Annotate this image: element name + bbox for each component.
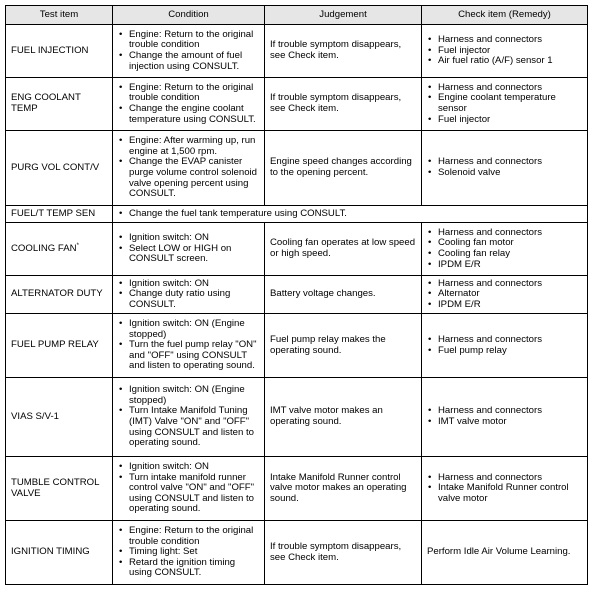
condition-item: • Ignition switch: ON (Engine stopped) xyxy=(118,319,259,340)
table-row xyxy=(6,378,588,457)
test-item-cell: FUEL/T TEMP SEN xyxy=(6,206,113,223)
check-item: • Solenoid valve xyxy=(427,168,582,179)
check-item: • Harness and connectors xyxy=(427,473,582,484)
judgement-cell: Battery voltage changes. xyxy=(265,276,422,314)
check-item: • IPDM E/R xyxy=(427,300,582,311)
judgement-cell: Intake Manifold Runner control valve motor makes an operating sound. xyxy=(265,457,422,521)
check-item: • Fuel injector xyxy=(427,46,582,57)
check-item: • Alternator xyxy=(427,289,582,300)
condition-item: • Ignition switch: ON (Engine stopped) xyxy=(118,385,259,406)
judgement-cell: IMT valve motor makes an operating sound. xyxy=(265,378,422,457)
table-row xyxy=(6,206,588,223)
check-item-cell xyxy=(422,223,588,276)
condition-cell xyxy=(113,314,265,378)
check-item-cell xyxy=(422,78,588,131)
condition-item: • Turn the fuel pump relay "ON" and "OFF" using CONSULT and listen to operating sound. xyxy=(118,340,259,372)
check-item: • IMT valve motor xyxy=(427,417,582,428)
condition-item: • Engine: Return to the original trouble condition xyxy=(118,30,259,51)
active-test-table xyxy=(5,5,588,585)
table-row xyxy=(6,457,588,521)
header-row xyxy=(6,6,588,25)
condition-item: • Turn Intake Manifold Tuning (IMT) Valve "ON" and "OFF" using CONSULT and listen to operating sound. xyxy=(118,406,259,448)
check-item-cell xyxy=(422,378,588,457)
check-item: • Cooling fan motor xyxy=(427,238,582,249)
test-item-cell: ALTERNATOR DUTY xyxy=(6,276,113,314)
judgement-cell: If trouble symptom disappears, see Check item. xyxy=(265,521,422,585)
test-item-cell: FUEL PUMP RELAY xyxy=(6,314,113,378)
check-item: • IPDM E/R xyxy=(427,260,582,271)
check-item: • Harness and connectors xyxy=(427,157,582,168)
condition-item: • Ignition switch: ON xyxy=(118,462,259,473)
condition-cell xyxy=(113,378,265,457)
check-item: • Harness and connectors xyxy=(427,83,582,94)
condition-cell xyxy=(113,25,265,78)
check-item: • Cooling fan relay xyxy=(427,249,582,260)
judgement-cell: Engine speed changes according to the opening percent. xyxy=(265,131,422,206)
check-item-cell xyxy=(422,314,588,378)
condition-item: • Change the amount of fuel injection using CONSULT. xyxy=(118,51,259,72)
header-judgement: Judgement xyxy=(265,6,422,25)
test-item-cell xyxy=(6,223,113,276)
condition-item: • Engine: Return to the original trouble condition xyxy=(118,83,259,104)
check-item-cell xyxy=(422,25,588,78)
test-item-cell: ENG COOLANT TEMP xyxy=(6,78,113,131)
condition-item: • Change the engine coolant temperature using CONSULT. xyxy=(118,104,259,125)
test-item-cell: TUMBLE CONTROL VALVE xyxy=(6,457,113,521)
judgement-cell: If trouble symptom disappears, see Check item. xyxy=(265,78,422,131)
check-item-cell xyxy=(422,457,588,521)
condition-cell xyxy=(113,521,265,585)
condition-item: • Retard the ignition timing using CONSULT. xyxy=(118,558,259,579)
condition-cell xyxy=(113,131,265,206)
check-item-cell xyxy=(422,276,588,314)
test-item-cell: VIAS S/V-1 xyxy=(6,378,113,457)
table-row xyxy=(6,521,588,585)
test-item-cell: PURG VOL CONT/V xyxy=(6,131,113,206)
table-row xyxy=(6,314,588,378)
table-row xyxy=(6,25,588,78)
test-item-cell: FUEL INJECTION xyxy=(6,25,113,78)
table-row xyxy=(6,223,588,276)
check-item: • Fuel pump relay xyxy=(427,346,582,357)
check-item: • Harness and connectors xyxy=(427,279,582,290)
header-test-item: Test item xyxy=(6,6,113,25)
check-item: • Fuel injector xyxy=(427,115,582,126)
check-item: • Harness and connectors xyxy=(427,35,582,46)
check-item: • Harness and connectors xyxy=(427,228,582,239)
judgement-cell: Cooling fan operates at low speed or high speed. xyxy=(265,223,422,276)
test-item-label: COOLING FAN xyxy=(11,242,77,254)
condition-item: • Change the EVAP canister purge volume control solenoid valve opening percent using CONSULT. xyxy=(118,157,259,199)
check-item: • Harness and connectors xyxy=(427,335,582,346)
judgement-cell: Fuel pump relay makes the operating sound. xyxy=(265,314,422,378)
check-item: • Harness and connectors xyxy=(427,406,582,417)
check-item: • Air fuel ratio (A/F) sensor 1 xyxy=(427,56,582,67)
footnote-mark: * xyxy=(76,242,79,249)
header-check-item: Check item (Remedy) xyxy=(422,6,588,25)
condition-item: • Engine: After warming up, run engine at 1,500 rpm. xyxy=(118,136,259,157)
judgement-cell: If trouble symptom disappears, see Check item. xyxy=(265,25,422,78)
condition-item: • Timing light: Set xyxy=(118,547,259,558)
condition-item: • Change the fuel tank temperature using CONSULT. xyxy=(118,209,582,220)
table-row xyxy=(6,131,588,206)
condition-cell xyxy=(113,457,265,521)
table-row xyxy=(6,276,588,314)
table-row xyxy=(6,78,588,131)
test-item-cell: IGNITION TIMING xyxy=(6,521,113,585)
condition-item: • Engine: Return to the original trouble condition xyxy=(118,526,259,547)
condition-cell xyxy=(113,276,265,314)
condition-item: • Select LOW or HIGH on CONSULT screen. xyxy=(118,244,259,265)
condition-cell xyxy=(113,223,265,276)
condition-cell xyxy=(113,206,588,223)
condition-item: • Ignition switch: ON xyxy=(118,233,259,244)
condition-item: • Turn intake manifold runner control valve "ON" and "OFF" using CONSULT and listen to operating sound. xyxy=(118,473,259,515)
condition-item: • Ignition switch: ON xyxy=(118,279,259,290)
check-item-cell xyxy=(422,131,588,206)
header-condition: Condition xyxy=(113,6,265,25)
remedy-cell: Perform Idle Air Volume Learning. xyxy=(422,521,588,585)
check-item: • Engine coolant temperature sensor xyxy=(427,93,582,114)
condition-cell xyxy=(113,78,265,131)
check-item: • Intake Manifold Runner control valve motor xyxy=(427,483,582,504)
condition-item: • Change duty ratio using CONSULT. xyxy=(118,289,259,310)
